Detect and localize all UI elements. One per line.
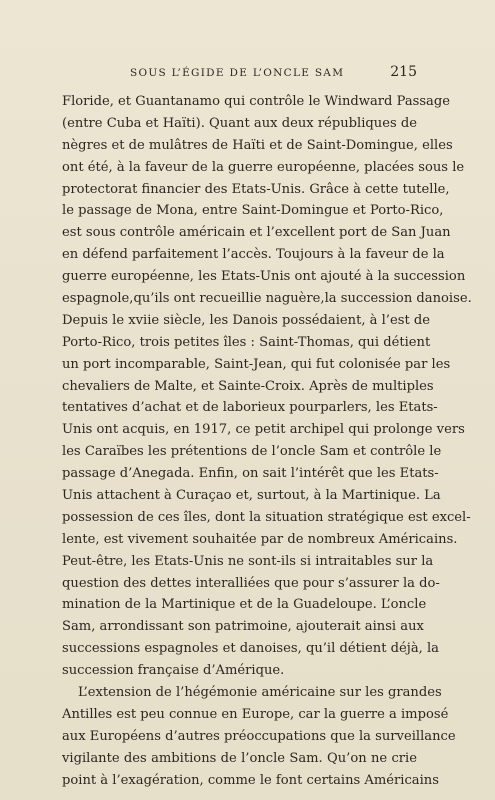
text-line: Antilles est peu connue en Europe, car la guerre a imposé [62,706,449,722]
text-line: lente, est vivement souhaitée par de nombreux Américains. [62,531,458,547]
text-line: Sam, arrondissant son patrimoine, ajouterait ainsi aux [62,619,424,635]
page-header [62,64,417,86]
text-line: en défend parfaitement l’accès. Toujours à la faveur de la [62,247,445,263]
text-line: tentatives d’achat et de laborieux pourparlers, les Etats- [62,400,438,416]
text-line: Peut-être, les Etats-Unis ne sont-ils si intraitables sur la [62,553,434,569]
text-line: possession de ces îles, dont la situation stratégique est excel- [62,509,471,525]
text-line: nègres et de mulâtres de Haïti et de Saint-Domingue, elles [62,137,453,153]
text-line: espagnole,qu’ils ont recueillie naguère,la succession danoise. [62,291,472,307]
text-line: successions espagnoles et danoises, qu’il détient déjà, la [62,641,439,657]
text-line: Floride, et Guantanamo qui contrôle le Windward Passage [62,94,450,109]
text-line: est sous contrôle américain et l’excellent port de San Juan [62,225,451,241]
text-line: vigilante des ambitions de l’oncle Sam. Qu’on ne crie [62,750,417,766]
text-line: mination de la Martinique et de la Guadeloupe. L’oncle [62,597,427,613]
text-line: ont été, à la faveur de la guerre européenne, placées sous le [62,159,465,175]
text-line: (entre Cuba et Haïti). Quant aux deux républiques de [62,115,417,131]
text-line: le passage de Mona, entre Saint-Domingue et Porto-Rico, [62,203,444,219]
text-line: Unis attachent à Curaçao et, surtout, à la Martinique. La [62,488,441,504]
text-line: aux Européens d’autres préoccupations que la surveillance [62,728,456,744]
text-line: un port incomparable, Saint-Jean, qui fut colonisée par les [62,356,451,372]
text-line: succession française d’Amérique. [62,663,285,679]
text-line: Porto-Rico, trois petites îles : Saint-Thomas, qui détient [62,334,431,350]
text-line: guerre européenne, les Etats-Unis ont ajouté à la succession [62,269,466,285]
text-line: protectorat financier des Etats-Unis. Grâce à cette tutelle, [62,181,450,197]
text-line: Depuis le xviie siècle, les Danois possédaient, à l’est de [62,312,430,328]
running-title: SOUS L’ÉGIDE DE L’ONCLE SAM [130,67,345,79]
text-line: question des dettes interalliées que pour s’assurer la do- [62,575,440,591]
text-line: L’extension de l’hégémonie américaine sur les grandes [78,685,442,701]
text-line: chevaliers de Malte, et Sainte-Croix. Après de multiples [62,378,434,394]
text-line: Unis ont acquis, en 1917, ce petit archipel qui prolonge vers [62,422,465,438]
page-body [62,91,472,792]
page-number: 215 [390,64,417,80]
text-line: les Caraïbes les prétentions de l’oncle Sam et contrôle le [62,444,442,460]
text-line: passage d’Anegada. Enfin, on sait l’intérêt que les Etats- [62,466,439,482]
text-line: point à l’exagération, comme le font certains Américains [62,772,439,788]
